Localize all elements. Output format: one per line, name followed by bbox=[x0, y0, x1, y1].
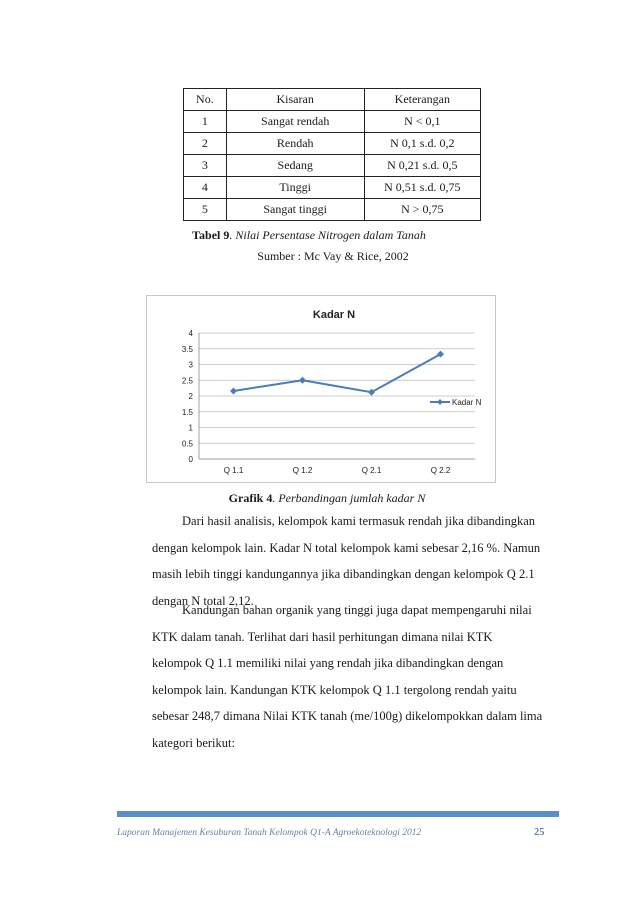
paragraph-line: kelompok Q 1.1 memiliki nilai yang rendah jika dibandingkan dengan bbox=[152, 656, 504, 670]
table-row bbox=[184, 111, 481, 133]
table-header-row bbox=[184, 89, 481, 111]
table-caption-text: . Nilai Persentase Nitrogen dalam Tanah bbox=[229, 228, 426, 242]
y-tick-label: 1 bbox=[188, 423, 193, 433]
y-tick-label: 4 bbox=[188, 329, 193, 338]
table-cell: Sangat rendah bbox=[226, 111, 364, 133]
paragraph-line: Dari hasil analisis, kelompok kami termasuk rendah jika dibandingkan bbox=[182, 514, 536, 528]
column-header: Kisaran bbox=[226, 89, 364, 111]
y-tick-label: 2 bbox=[188, 392, 193, 401]
page-number: 25 bbox=[534, 827, 545, 838]
x-tick-label: Q 2.1 bbox=[361, 466, 382, 475]
chart-caption-text: . Perbandingan jumlah kadar N bbox=[272, 491, 426, 505]
kadar-n-chart bbox=[146, 295, 496, 483]
table-cell: Sedang bbox=[226, 155, 364, 177]
paragraph-line: sebesar 248,7 dimana Nilai KTK tanah (me/100g) dikelompokkan dalam lima bbox=[152, 709, 543, 723]
data-point bbox=[230, 387, 237, 394]
table-caption bbox=[0, 228, 628, 243]
table-source: Sumber : Mc Vay & Rice, 2002 bbox=[257, 249, 409, 263]
table-cell: 4 bbox=[184, 177, 227, 199]
paragraph-line: masih lebih tinggi kandungannya jika dibandingkan dengan kelompok Q 2.1 bbox=[152, 567, 535, 581]
paragraph-line: dengan kelompok lain. Kadar N total kelompok kami sebesar 2,16 %. Namun bbox=[152, 540, 541, 555]
table-cell: N > 0,75 bbox=[364, 199, 480, 221]
chart-caption-label: Grafik 4 bbox=[228, 491, 273, 505]
table-cell: N 0,1 s.d. 0,2 bbox=[364, 133, 480, 155]
y-tick-label: 2.5 bbox=[181, 376, 193, 386]
legend-marker bbox=[437, 399, 443, 405]
table-cell: Rendah bbox=[226, 133, 364, 155]
paragraph-line: Kandungan bahan organik yang tinggi juga dapat mempengaruhi nilai bbox=[182, 603, 532, 617]
paragraph-line: kelompok lain. Kandungan KTK kelompok Q 1.1 tergolong rendah yaitu bbox=[152, 682, 517, 697]
y-tick-label: 3 bbox=[188, 360, 193, 370]
paragraph-line: KTK dalam tanah. Terlihat dari hasil perhitungan dimana nilai KTK bbox=[152, 629, 493, 644]
table-cell: 2 bbox=[184, 133, 227, 155]
table-caption-label: Tabel 9 bbox=[192, 228, 230, 242]
table-row bbox=[184, 177, 481, 199]
table-cell: N 0,21 s.d. 0,5 bbox=[364, 155, 480, 177]
x-tick-label: Q 1.1 bbox=[223, 466, 244, 475]
table-cell: 1 bbox=[184, 111, 227, 133]
table-row bbox=[184, 155, 481, 177]
table-cell: Sangat tinggi bbox=[226, 199, 364, 221]
legend-label: Kadar N bbox=[452, 398, 482, 407]
y-tick-label: 3.5 bbox=[181, 344, 193, 354]
table-cell: Tinggi bbox=[226, 177, 364, 199]
chart-title: Kadar N bbox=[312, 309, 356, 321]
table-row bbox=[184, 199, 481, 221]
x-tick-label: Q 1.2 bbox=[292, 466, 313, 475]
paragraph-line: kategori berikut: bbox=[152, 735, 235, 750]
table-cell: N < 0,1 bbox=[364, 111, 480, 133]
table-cell: 5 bbox=[184, 199, 227, 221]
x-tick-label: Q 2.2 bbox=[430, 466, 451, 475]
column-header: No. bbox=[184, 89, 227, 111]
data-point bbox=[299, 377, 306, 384]
table-cell: N 0,51 s.d. 0,75 bbox=[364, 177, 480, 199]
table-cell: 3 bbox=[184, 155, 227, 177]
chart-caption bbox=[8, 491, 638, 506]
y-tick-label: 0.5 bbox=[181, 439, 193, 449]
table-row bbox=[184, 133, 481, 155]
column-header: Keterangan bbox=[364, 89, 480, 111]
chart-canvas bbox=[147, 296, 495, 482]
series-line bbox=[234, 354, 441, 392]
y-tick-label: 1.5 bbox=[181, 407, 193, 417]
paragraph-line: dengan N total 2,12. bbox=[152, 593, 254, 608]
footer-text: Laporan Manajemen Kesuburan Tanah Kelompok Q1-A Agroekoteknologi 2012 bbox=[117, 828, 422, 838]
y-tick-label: 0 bbox=[188, 455, 193, 464]
paragraph bbox=[152, 597, 560, 756]
footer-bar bbox=[117, 811, 559, 817]
nitrogen-range-table bbox=[183, 88, 481, 221]
